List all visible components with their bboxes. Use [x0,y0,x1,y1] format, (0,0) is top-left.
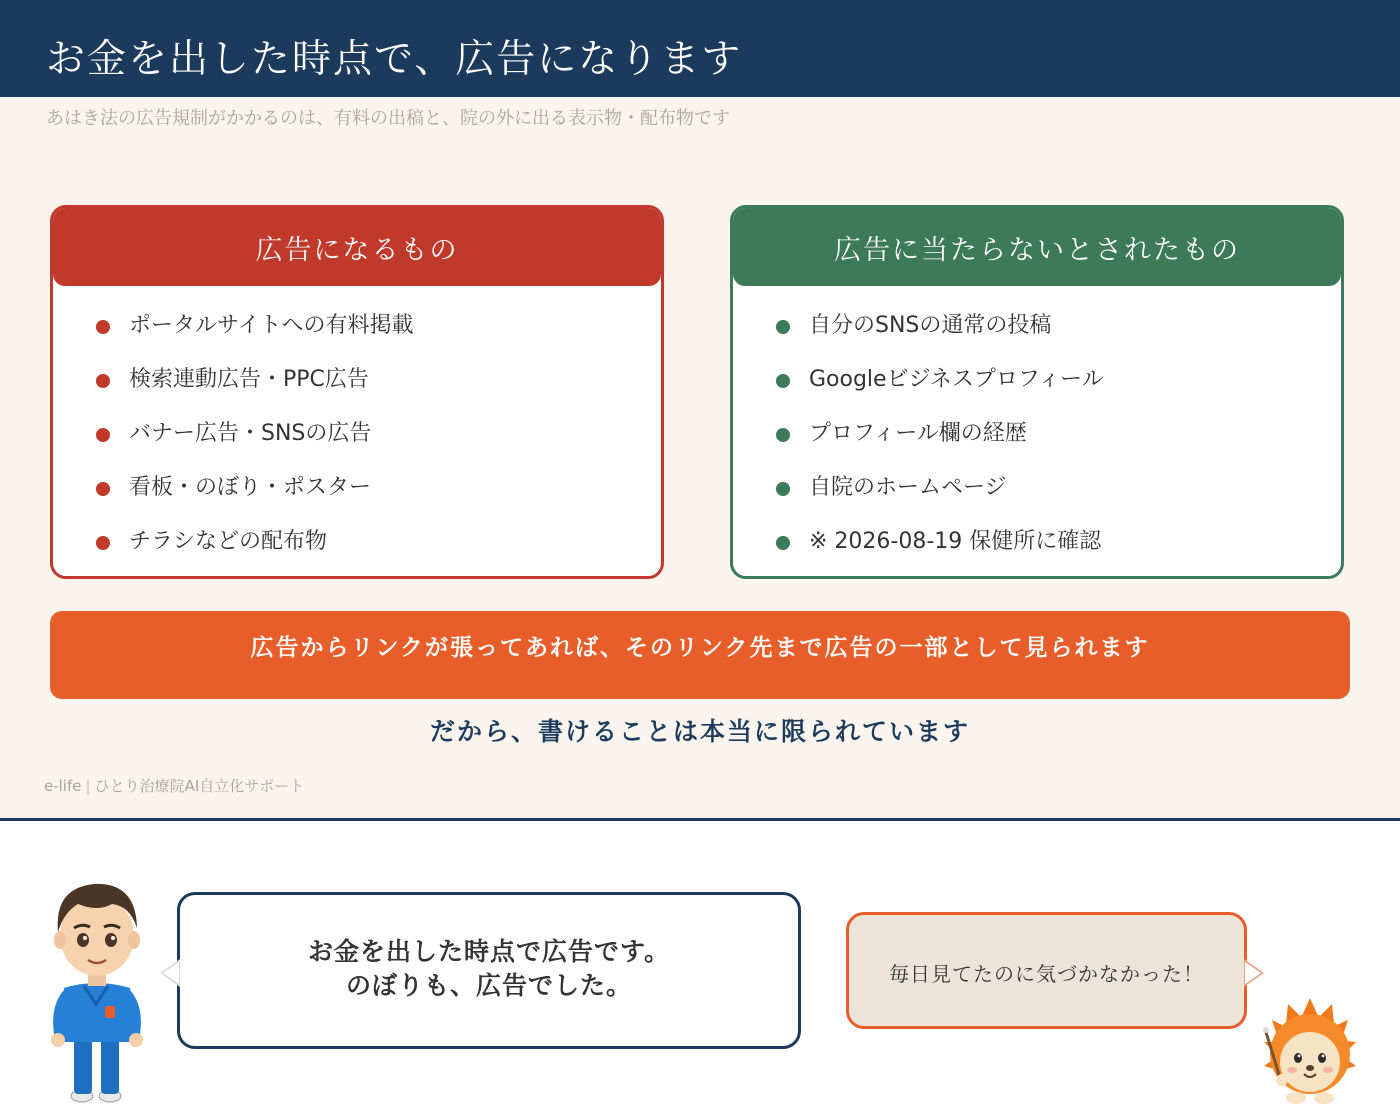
bullet-icon [776,536,790,550]
bullet-icon [776,482,790,496]
practitioner-avatar [38,866,156,1106]
list-item [53,466,661,520]
title-bar [0,0,1400,97]
bullet-icon [96,428,110,442]
bullet-icon [96,482,110,496]
hedgehog-mascot [1258,996,1362,1106]
list-item-label: チラシなどの配布物 [129,529,328,554]
speech-line-1: お金を出した時点で広告です。 [307,937,670,966]
bubble-tail [1244,959,1264,987]
list-item [733,466,1341,520]
section-divider [0,818,1400,821]
bullet-icon [96,320,110,334]
not-ad-card [730,205,1344,579]
list-item-label: ポータルサイトへの有料掲載 [129,313,414,338]
ad-card [50,205,664,579]
bullet-icon [776,320,790,334]
page-subtitle: あはき法の広告規制がかかるのは、有料の出稿と、院の外に出る表示物・配布物です [46,108,730,129]
not-ad-card-heading: 広告に当たらないとされたもの [733,208,1341,286]
list-item [733,412,1341,466]
list-item-label: 検索連動広告・PPC広告 [129,367,369,392]
list-item-label: ※ 2026-08-19 保健所に確認 [809,529,1102,554]
conclusion-text: だから、書けることは本当に限られています [429,717,970,746]
list-item [53,358,661,412]
list-item [733,520,1341,574]
list-item [733,358,1341,412]
list-item-label: プロフィール欄の経歴 [809,421,1027,446]
ad-list [53,304,661,574]
footer-tagline: ひとり治療院AI自立化サポート [94,777,305,795]
footer-separator: | [85,777,91,795]
bullet-icon [776,374,790,388]
practitioner-speech-bubble [177,892,801,1049]
list-item-label: 看板・のぼり・ポスター [129,475,372,500]
banner-text: 広告からリンクが張ってあれば、そのリンク先まで広告の一部として見られます [250,635,1150,661]
ad-card-heading: 広告になるもの [53,208,661,286]
not-ad-list [733,304,1341,574]
mascot-speech-bubble [846,912,1247,1029]
list-item [53,520,661,574]
practitioner-speech-text [180,935,798,1003]
bubble-tail [160,959,180,987]
bullet-icon [96,536,110,550]
bullet-icon [776,428,790,442]
list-item-label: 自分のSNSの通常の投稿 [809,313,1052,338]
mascot-speech-text: 毎日見てたのに気づかなかった！ [889,962,1204,986]
list-item [53,304,661,358]
bullet-icon [96,374,110,388]
speech-line-2: のぼりも、広告でした。 [345,971,632,1000]
list-item [733,304,1341,358]
list-item-label: Googleビジネスプロフィール [809,367,1104,392]
list-item-label: 自院のホームページ [809,475,1007,500]
footer [44,775,304,796]
page-title: お金を出した時点で、広告になります [46,37,743,82]
footer-brand: e-life [44,777,82,795]
list-item-label: バナー広告・SNSの広告 [129,421,372,446]
link-warning-banner [50,611,1350,699]
list-item [53,412,661,466]
